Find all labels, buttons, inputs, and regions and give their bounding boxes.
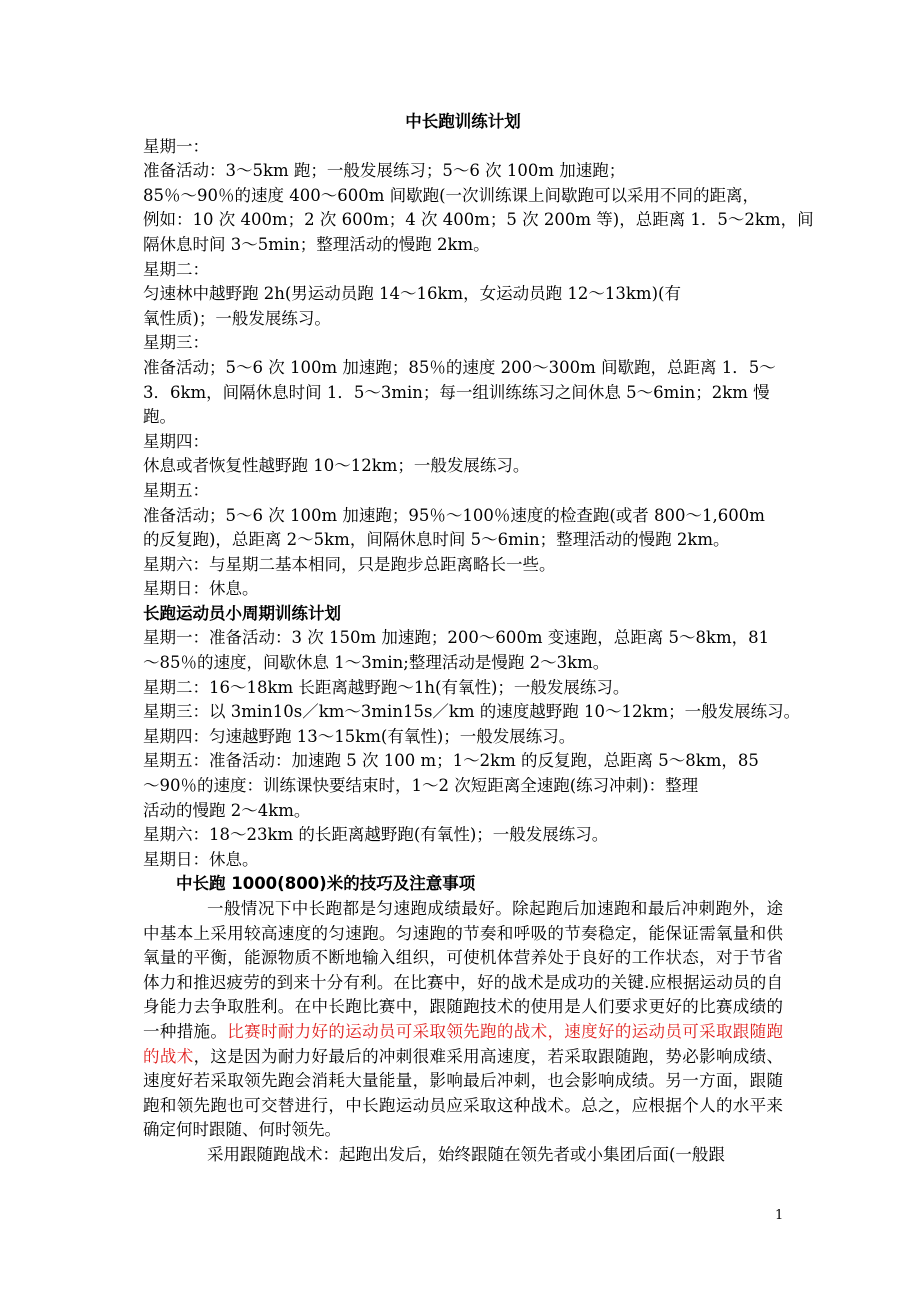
plan-line: 星期四：匀速越野跑 13～15km(有氧性)；一般发展练习。: [143, 726, 576, 746]
plan-line: 星期六：18～23km 的长距离越野跑(有氧性)；一般发展练习。: [143, 825, 609, 845]
page-number: 1: [775, 1208, 784, 1223]
day-label-thursday: 星期四：: [143, 431, 209, 451]
plan-line: 的反复跑)，总距离 2～5km，间隔休息时间 5～6min；整理活动的慢跑 2km。: [143, 530, 730, 550]
plan-line: 准备活动；5～6 次 100m 加速跑；95％～100％速度的检查跑(或者 800～1,600m: [143, 505, 765, 525]
day-label-tuesday: 星期二：: [143, 259, 209, 279]
plan-line-saturday: 星期六：与星期二基本相同，只是跑步总距离略长一些。: [143, 554, 556, 574]
plan-line: 准备活动；5～6 次 100m 加速跑；85％的速度 200～300m 间歇跑，总距离 1．5～: [143, 357, 776, 377]
plan-line: 跑。: [143, 407, 176, 427]
plan-line: 氧性质)；一般发展练习。: [143, 308, 331, 328]
plan-line: 星期三：以 3min10s／km～3min15s／km 的速度越野跑 10～12km；一般发展练习。: [143, 702, 801, 722]
plan-line: 准备活动：3～5km 跑；一般发展练习；5～6 次 100m 加速跑；: [143, 161, 626, 181]
day-label-monday: 星期一：: [143, 136, 209, 156]
plan-line-sunday: 星期日：休息。: [143, 579, 259, 599]
page-title: 中长跑训练计划: [405, 112, 521, 131]
plan-line: 例如：10 次 400m；2 次 600m；4 次 400m；5 次 200m 等)，总距离 1．5～2km，间: [143, 210, 814, 230]
section-heading-microcycle: 长跑运动员小周期训练计划: [143, 603, 341, 623]
day-label-wednesday: 星期三：: [143, 333, 209, 353]
plan-line: 3．6km，间隔休息时间 1．5～3min；每一组训练练习之间休息 5～6min；2km 慢: [143, 382, 770, 402]
plan-line: 匀速林中越野跑 2h(男运动员跑 14～16km，女运动员跑 12～13km)(有: [143, 284, 681, 304]
document-page: [143, 110, 814, 1168]
plan-line: 85％～90％的速度 400～600m 间歇跑(一次训练课上间歇跑可以采用不同的距离，: [143, 185, 760, 205]
paragraph-text: ，这是因为耐力好最后的冲刺很难采用高速度，若采取跟随跑，势必影响成绩、速度好若采取领先跑会消耗大量能量，影响最后冲刺，也会影响成绩。另一方面，跟随跑和领先跑也可交替进行，中长跑运动员应采取这种战术。总之，应根据个人的水平来确定何时跟随、何时领先。: [143, 1046, 784, 1140]
plan-line: 星期日：休息。: [143, 849, 259, 869]
section-heading-tips: 中长跑 1000(800)米的技巧及注意事项: [176, 874, 476, 894]
day-label-friday: 星期五：: [143, 480, 209, 500]
plan-line: 休息或者恢复性越野跑 10～12km；一般发展练习。: [143, 456, 530, 476]
plan-line: 隔休息时间 3～5min；整理活动的慢跑 2km。: [143, 234, 490, 254]
plan-line: 星期二：16～18km 长距离越野跑～1h(有氧性)；一般发展练习。: [143, 677, 630, 697]
plan-line: ～90％的速度：训练课快要结束时，1～2 次短距离全速跑(练习冲刺)：整理: [143, 776, 699, 796]
plan-line: 活动的慢跑 2～4km。: [143, 800, 311, 820]
highlighted-text: 比赛时耐力好的运动员可采取领先跑的战术，速度好的运动员可采取跟随跑的战术: [143, 1021, 784, 1066]
plan-line: 星期一：准备活动：3 次 150m 加速跑；200～600m 变速跑，总距离 5～8km，81: [143, 628, 770, 648]
paragraph-text: 一般情况下中长跑都是匀速跑成绩最好。除起跑后加速跑和最后冲刺跑外，途中基本上采用较高速度的匀速跑。匀速跑的节奏和呼吸的节奏稳定，能保证需氧量和供氧量的平衡，能源物质不断地输入组织，可使机体营养处于良好的工作状态，对于节省体力和推迟疲劳的到来十分有利。在比赛中，好的战术是成功的关键.应根据运动员的自身能力去争取胜利。在中长跑比赛中，跟随跑技术的使用是人们要求更好的比赛成绩的一种措施。: [143, 899, 783, 1041]
plan-line: ～85％的速度，间歇休息 1～3min;整理活动是慢跑 2～3km。: [143, 653, 610, 673]
paragraph-tactics: [143, 897, 783, 1143]
plan-line: 星期五：准备活动：加速跑 5 次 100 m；1～2km 的反复跑，总距离 5～8km，85: [143, 751, 759, 771]
paragraph-following: 采用跟随跑战术：起跑出发后，始终跟随在领先者或小集团后面(一般跟: [207, 1144, 725, 1164]
